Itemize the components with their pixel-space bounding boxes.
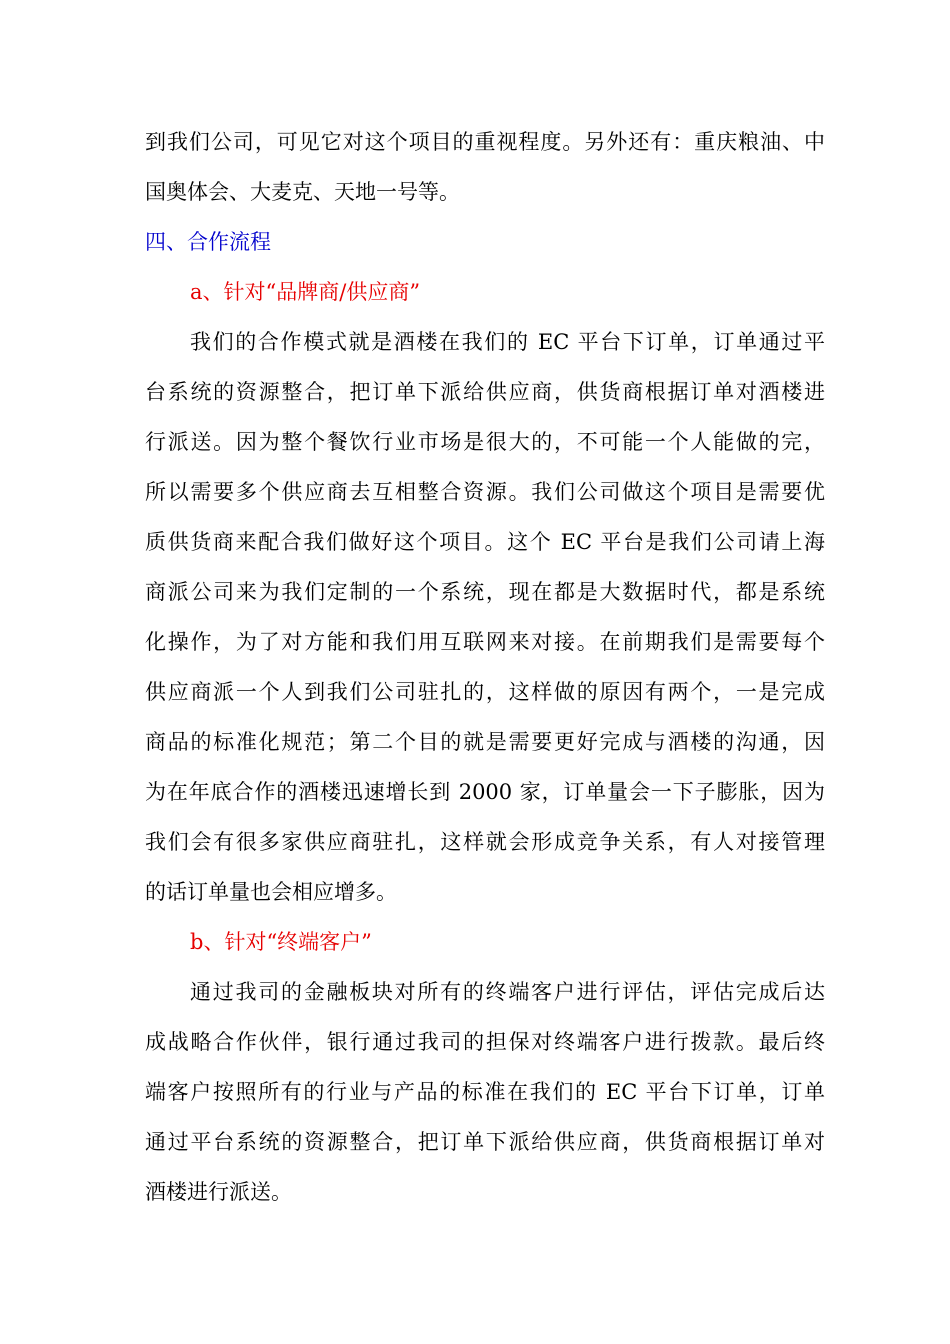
paragraph-a-line-7: 化操作，为了对方能和我们用互联网来对接。在前期我们是需要每个 xyxy=(145,630,825,654)
paragraph-a-line-1: 我们的合作模式就是酒楼在我们的 EC 平台下订单，订单通过平 xyxy=(190,330,825,354)
intro-line-1: 到我们公司，可见它对这个项目的重视程度。另外还有：重庆粮油、中 xyxy=(145,130,825,154)
paragraph-b-line-4: 通过平台系统的资源整合，把订单下派给供应商，供货商根据订单对 xyxy=(145,1130,825,1154)
paragraph-a-line-11: 我们会有很多家供应商驻扎，这样就会形成竞争关系，有人对接管理 xyxy=(145,830,825,854)
paragraph-a-line-6: 商派公司来为我们定制的一个系统，现在都是大数据时代，都是系统 xyxy=(145,580,825,604)
paragraph-b-line-3: 端客户按照所有的行业与产品的标准在我们的 EC 平台下订单，订单 xyxy=(145,1080,825,1104)
paragraph-a-line-2: 台系统的资源整合，把订单下派给供应商，供货商根据订单对酒楼进 xyxy=(145,380,825,404)
paragraph-b-line-2: 成战略合作伙伴，银行通过我司的担保对终端客户进行拨款。最后终 xyxy=(145,1030,825,1054)
paragraph-a-line-4: 所以需要多个供应商去互相整合资源。我们公司做这个项目是需要优 xyxy=(145,480,825,504)
paragraph-a-line-5: 质供货商来配合我们做好这个项目。这个 EC 平台是我们公司请上海 xyxy=(145,530,825,554)
subsection-b-heading: b、针对“终端客户” xyxy=(190,930,372,954)
subsection-a-heading: a、针对“品牌商/供应商” xyxy=(190,280,421,304)
paragraph-a-line-3: 行派送。因为整个餐饮行业市场是很大的，不可能一个人能做的完， xyxy=(145,430,825,454)
paragraph-a-line-8: 供应商派一个人到我们公司驻扎的，这样做的原因有两个，一是完成 xyxy=(145,680,825,704)
paragraph-b-line-1: 通过我司的金融板块对所有的终端客户进行评估，评估完成后达 xyxy=(190,980,825,1004)
paragraph-a-line-10: 为在年底合作的酒楼迅速增长到 2000 家，订单量会一下子膨胀，因为 xyxy=(145,780,825,804)
paragraph-a-line-9: 商品的标准化规范；第二个目的就是需要更好完成与酒楼的沟通，因 xyxy=(145,730,825,754)
section-heading: 四、合作流程 xyxy=(145,230,271,254)
paragraph-b-line-5: 酒楼进行派送。 xyxy=(145,1180,292,1204)
intro-line-2: 国奥体会、大麦克、天地一号等。 xyxy=(145,180,460,204)
paragraph-a-line-12: 的话订单量也会相应增多。 xyxy=(145,880,397,904)
